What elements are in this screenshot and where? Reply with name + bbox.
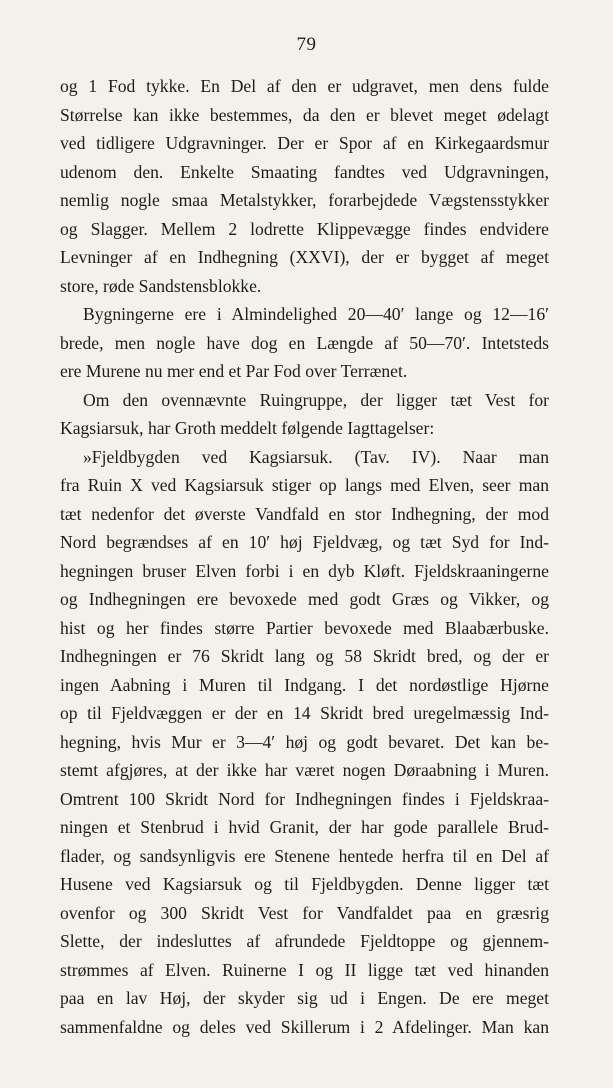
text-line: Kagsiarsuk, har Groth meddelt følgende Iagttagelser: <box>60 418 435 438</box>
text-line: hegningen bruser Elven forbi i en dyb Kløft. Fjeldskraaningerne <box>60 560 549 581</box>
text-line: tæt nedenfor det øverste Vandfald en stor Indhegning, der mod <box>60 503 549 524</box>
text-line: op til Fjeldvæggen er der en 14 Skridt bred uregelmæssig Ind- <box>60 703 549 723</box>
text-line: Omtrent 100 Skridt Nord for Indhegningen findes i Fjeldskraa- <box>60 788 549 809</box>
text-line: nemlig nogle smaa Metalstykker, forarbejdede Vægstensstykker <box>60 190 549 210</box>
text-line: Om den ovennævnte Ruingruppe, der ligger tæt Vest for <box>83 389 549 410</box>
text-line: og 1 Fod tykke. En Del af den er udgravet, men dens fulde <box>60 76 549 96</box>
text-line: og Indhegningen ere bevoxede med godt Græs og Vikker, og <box>60 589 549 609</box>
text-line: hist og her findes større Partier bevoxede med Blaabærbuske. <box>60 617 549 638</box>
body-text <box>60 72 549 1041</box>
text-line: Slette, der indesluttes af afrundede Fjeldtoppe og gjennem- <box>60 931 549 951</box>
text-line: ere Murene nu mer end et Par Fod over Terrænet. <box>60 361 408 381</box>
text-line: ningen et Stenbrud i hvid Granit, der har gode parallele Brud- <box>60 817 549 837</box>
text-line: hegning, hvis Mur er 3—4′ høj og godt bevaret. Det kan be- <box>60 731 549 752</box>
text-line: Husene ved Kagsiarsuk og til Fjeldbygden. Denne ligger tæt <box>60 874 549 894</box>
text-line: strømmes af Elven. Ruinerne I og II ligge tæt ved hinanden <box>60 959 549 980</box>
page-number: 79 <box>296 34 317 55</box>
text-line: brede, men nogle have dog en Længde af 50—70′. Intetsteds <box>60 332 549 353</box>
text-line: fra Ruin X ved Kagsiarsuk stiger op langs med Elven, seer man <box>60 475 549 495</box>
text-line: Nord begrændses af en 10′ høj Fjeldvæg, og tæt Syd for Ind- <box>60 532 549 552</box>
text-line: udenom den. Enkelte Smaating fandtes ved Udgravningen, <box>60 161 549 182</box>
text-line: Størrelse kan ikke bestemmes, da den er blevet meget ødelagt <box>60 104 549 125</box>
text-line: flader, og sandsynligvis ere Stenene hentede herfra til en Del af <box>60 845 549 866</box>
text-line: Bygningerne ere i Almindelighed 20—40′ lange og 12—16′ <box>83 304 549 324</box>
text-line: Indhegningen er 76 Skridt lang og 58 Skridt bred, og der er <box>60 646 549 666</box>
text-line: sammenfaldne og deles ved Skillerum i 2 Afdelinger. Man kan <box>60 1016 549 1037</box>
text-line: Levninger af en Indhegning (XXVI), der er bygget af meget <box>60 247 549 267</box>
text-line: paa en lav Høj, der skyder sig ud i Engen. De ere meget <box>60 988 549 1008</box>
text-line: stemt afgjøres, at der ikke har været nogen Døraabning i Muren. <box>60 760 549 780</box>
text-line: og Slagger. Mellem 2 lodrette Klippevægge findes endvidere <box>60 218 549 239</box>
text-line: ovenfor og 300 Skridt Vest for Vandfaldet paa en græsrig <box>60 902 549 923</box>
text-line: »Fjeldbygden ved Kagsiarsuk. (Tav. IV). Naar man <box>83 446 549 467</box>
text-line: ingen Aabning i Muren til Indgang. I det nordøstlige Hjørne <box>60 674 549 695</box>
text-line: store, røde Sandstensblokke. <box>60 275 262 296</box>
text-line: ved tidligere Udgravninger. Der er Spor af en Kirkegaardsmur <box>60 133 549 153</box>
